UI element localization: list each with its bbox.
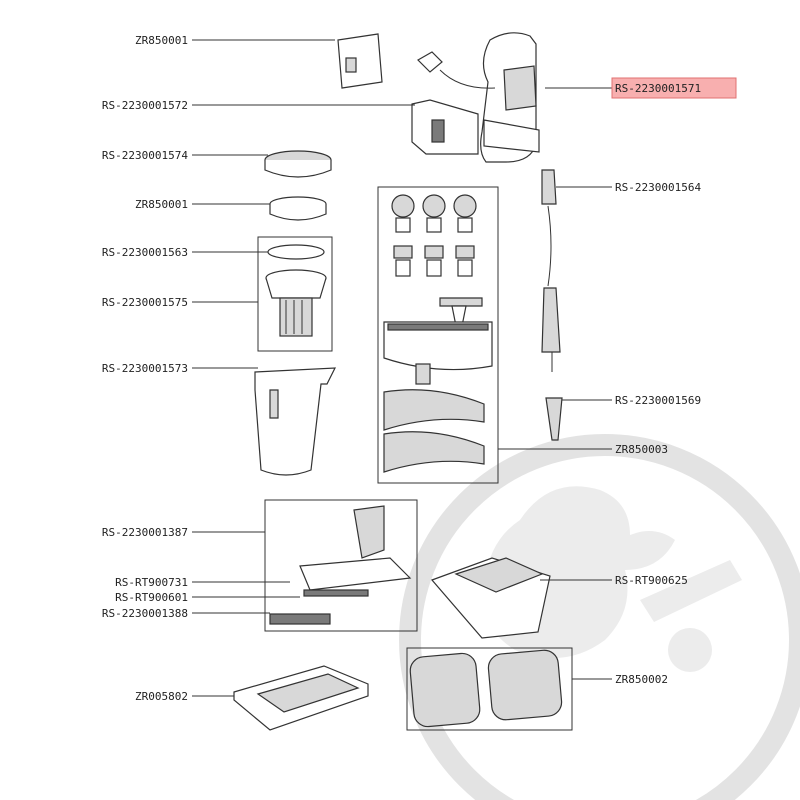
- part-label-zr850002[interactable]: ZR850002: [615, 673, 668, 686]
- part-label-rs-2230001563[interactable]: RS-2230001563: [101, 246, 188, 259]
- part-label-rs-rt900625[interactable]: RS-RT900625: [615, 574, 688, 587]
- brush-set-part-illustration: [392, 195, 482, 326]
- hose-part-illustration: [542, 170, 560, 372]
- floor-head-tool-part-illustration: [384, 322, 492, 384]
- storage-tray-part-illustration: [234, 666, 368, 730]
- part-label-zr850001-filter[interactable]: ZR850001: [135, 198, 188, 211]
- seal-ring-part-illustration: [268, 245, 324, 259]
- part-label-rs-rt900731[interactable]: RS-RT900731: [115, 576, 188, 589]
- battery-part-illustration: [412, 100, 478, 154]
- part-label-rs-2230001564[interactable]: RS-2230001564: [615, 181, 702, 194]
- mop-pad-pair-part-illustration: [384, 390, 484, 472]
- dust-bin-part-illustration: [255, 368, 335, 475]
- part-label-zr850003[interactable]: ZR850003: [615, 443, 668, 456]
- scoop-part-illustration: [432, 558, 550, 638]
- part-label-rs-2230001573[interactable]: RS-2230001573: [101, 362, 188, 375]
- electro-brush-part-illustration: [270, 506, 410, 624]
- part-label-rs-rt900601[interactable]: RS-RT900601: [115, 591, 188, 604]
- part-label-rs-2230001569[interactable]: RS-2230001569: [615, 394, 702, 407]
- lid-part-illustration: [265, 151, 331, 177]
- part-label-zr850001-top[interactable]: ZR850001: [135, 34, 188, 47]
- nozzle-part-illustration: [546, 398, 562, 440]
- pad-pair-part-illustration: [409, 649, 563, 728]
- part-label-rs-2230001388[interactable]: RS-2230001388: [101, 607, 188, 620]
- filter-disc-part-illustration: [270, 197, 326, 220]
- part-label-rs-2230001575[interactable]: RS-2230001575: [101, 296, 188, 309]
- cartridge-part-illustration: [338, 34, 382, 88]
- part-label-rs-2230001574[interactable]: RS-2230001574: [101, 149, 188, 162]
- part-label-rs-2230001571[interactable]: RS-2230001571: [615, 82, 702, 95]
- part-label-rs-2230001387[interactable]: RS-2230001387: [101, 526, 188, 539]
- cyclone-filter-part-illustration: [266, 270, 326, 336]
- part-label-rs-2230001572[interactable]: RS-2230001572: [101, 99, 188, 112]
- part-label-zr005802[interactable]: ZR005802: [135, 690, 188, 703]
